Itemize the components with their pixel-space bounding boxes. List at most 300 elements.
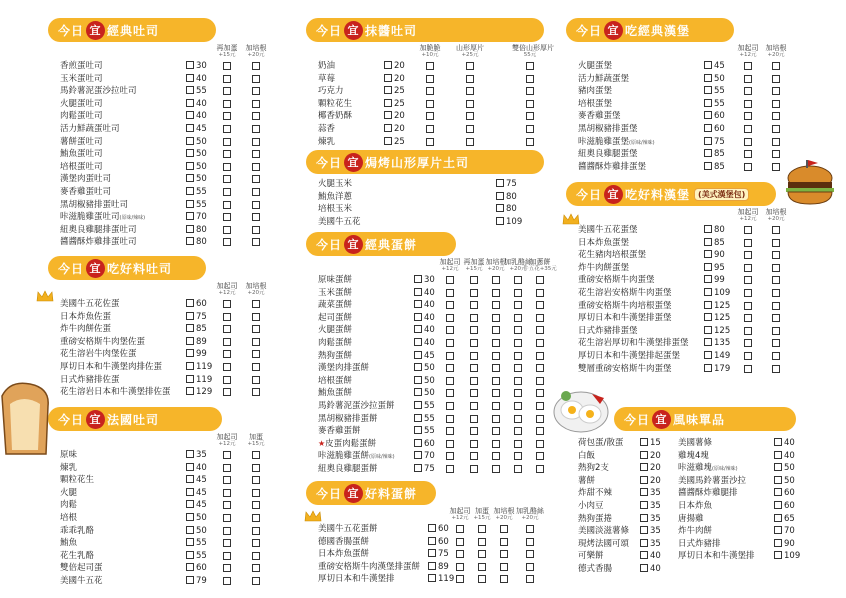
order-checkbox[interactable] (384, 124, 392, 132)
addon-checkbox[interactable] (470, 326, 478, 334)
addon-checkbox[interactable] (426, 138, 434, 146)
order-checkbox[interactable] (640, 501, 648, 509)
addon-checkbox[interactable] (446, 377, 454, 385)
order-checkbox[interactable] (186, 237, 194, 245)
addon-checkbox[interactable] (223, 163, 231, 171)
order-checkbox[interactable] (428, 562, 436, 570)
addon-checkbox[interactable] (772, 87, 780, 95)
addon-checkbox[interactable] (772, 276, 780, 284)
addon-checkbox[interactable] (252, 338, 260, 346)
addon-checkbox[interactable] (744, 125, 752, 133)
order-checkbox[interactable] (186, 551, 194, 559)
addon-checkbox[interactable] (772, 289, 780, 297)
order-checkbox[interactable] (186, 149, 194, 157)
addon-checkbox[interactable] (492, 276, 500, 284)
addon-checkbox[interactable] (514, 276, 522, 284)
addon-checkbox[interactable] (514, 377, 522, 385)
order-checkbox[interactable] (428, 549, 436, 557)
addon-checkbox[interactable] (252, 201, 260, 209)
addon-checkbox[interactable] (223, 489, 231, 497)
addon-checkbox[interactable] (223, 238, 231, 246)
order-checkbox[interactable] (704, 137, 712, 145)
order-checkbox[interactable] (384, 137, 392, 145)
order-checkbox[interactable] (186, 576, 194, 584)
addon-checkbox[interactable] (492, 339, 500, 347)
addon-checkbox[interactable] (252, 376, 260, 384)
addon-checkbox[interactable] (744, 62, 752, 70)
addon-checkbox[interactable] (252, 300, 260, 308)
addon-checkbox[interactable] (492, 440, 500, 448)
addon-checkbox[interactable] (514, 364, 522, 372)
addon-checkbox[interactable] (466, 75, 474, 83)
addon-checkbox[interactable] (223, 464, 231, 472)
addon-checkbox[interactable] (252, 451, 260, 459)
addon-checkbox[interactable] (526, 125, 534, 133)
addon-checkbox[interactable] (536, 465, 544, 473)
addon-checkbox[interactable] (478, 525, 486, 533)
addon-checkbox[interactable] (223, 338, 231, 346)
order-checkbox[interactable] (186, 137, 194, 145)
addon-checkbox[interactable] (500, 525, 508, 533)
addon-checkbox[interactable] (223, 527, 231, 535)
addon-checkbox[interactable] (446, 301, 454, 309)
order-checkbox[interactable] (496, 192, 504, 200)
order-checkbox[interactable] (414, 363, 422, 371)
addon-checkbox[interactable] (223, 87, 231, 95)
order-checkbox[interactable] (414, 426, 422, 434)
order-checkbox[interactable] (384, 99, 392, 107)
order-checkbox[interactable] (428, 537, 436, 545)
order-checkbox[interactable] (186, 513, 194, 521)
addon-checkbox[interactable] (446, 352, 454, 360)
addon-checkbox[interactable] (426, 87, 434, 95)
addon-checkbox[interactable] (252, 388, 260, 396)
addon-checkbox[interactable] (772, 264, 780, 272)
addon-checkbox[interactable] (772, 251, 780, 259)
addon-checkbox[interactable] (492, 415, 500, 423)
addon-checkbox[interactable] (252, 112, 260, 120)
addon-checkbox[interactable] (744, 352, 752, 360)
addon-checkbox[interactable] (526, 538, 534, 546)
addon-checkbox[interactable] (252, 213, 260, 221)
order-checkbox[interactable] (414, 338, 422, 346)
addon-checkbox[interactable] (470, 364, 478, 372)
addon-checkbox[interactable] (470, 389, 478, 397)
addon-checkbox[interactable] (446, 389, 454, 397)
order-checkbox[interactable] (384, 74, 392, 82)
order-checkbox[interactable] (496, 204, 504, 212)
addon-checkbox[interactable] (492, 289, 500, 297)
addon-checkbox[interactable] (500, 550, 508, 558)
order-checkbox[interactable] (774, 551, 782, 559)
addon-checkbox[interactable] (223, 62, 231, 70)
addon-checkbox[interactable] (223, 138, 231, 146)
addon-checkbox[interactable] (223, 564, 231, 572)
order-checkbox[interactable] (186, 212, 194, 220)
order-checkbox[interactable] (384, 111, 392, 119)
addon-checkbox[interactable] (536, 276, 544, 284)
addon-checkbox[interactable] (514, 289, 522, 297)
addon-checkbox[interactable] (252, 489, 260, 497)
addon-checkbox[interactable] (492, 301, 500, 309)
order-checkbox[interactable] (414, 376, 422, 384)
order-checkbox[interactable] (186, 488, 194, 496)
addon-checkbox[interactable] (223, 577, 231, 585)
addon-checkbox[interactable] (772, 112, 780, 120)
addon-checkbox[interactable] (478, 563, 486, 571)
order-checkbox[interactable] (384, 61, 392, 69)
addon-checkbox[interactable] (252, 363, 260, 371)
addon-checkbox[interactable] (744, 226, 752, 234)
addon-checkbox[interactable] (536, 289, 544, 297)
addon-checkbox[interactable] (446, 314, 454, 322)
addon-checkbox[interactable] (492, 465, 500, 473)
addon-checkbox[interactable] (223, 325, 231, 333)
order-checkbox[interactable] (384, 86, 392, 94)
addon-checkbox[interactable] (744, 264, 752, 272)
order-checkbox[interactable] (186, 500, 194, 508)
addon-checkbox[interactable] (744, 163, 752, 171)
addon-checkbox[interactable] (252, 539, 260, 547)
order-checkbox[interactable] (640, 514, 648, 522)
addon-checkbox[interactable] (456, 525, 464, 533)
addon-checkbox[interactable] (470, 465, 478, 473)
addon-checkbox[interactable] (252, 464, 260, 472)
order-checkbox[interactable] (186, 463, 194, 471)
addon-checkbox[interactable] (252, 238, 260, 246)
addon-checkbox[interactable] (514, 402, 522, 410)
addon-checkbox[interactable] (466, 87, 474, 95)
addon-checkbox[interactable] (514, 465, 522, 473)
addon-checkbox[interactable] (492, 326, 500, 334)
addon-checkbox[interactable] (772, 352, 780, 360)
addon-checkbox[interactable] (252, 476, 260, 484)
order-checkbox[interactable] (704, 162, 712, 170)
addon-checkbox[interactable] (526, 138, 534, 146)
addon-checkbox[interactable] (470, 452, 478, 460)
addon-checkbox[interactable] (223, 514, 231, 522)
order-checkbox[interactable] (704, 149, 712, 157)
addon-checkbox[interactable] (536, 402, 544, 410)
order-checkbox[interactable] (186, 312, 194, 320)
order-checkbox[interactable] (186, 61, 194, 69)
addon-checkbox[interactable] (252, 62, 260, 70)
order-checkbox[interactable] (186, 225, 194, 233)
order-checkbox[interactable] (414, 288, 422, 296)
addon-checkbox[interactable] (536, 314, 544, 322)
addon-checkbox[interactable] (514, 301, 522, 309)
addon-checkbox[interactable] (514, 415, 522, 423)
order-checkbox[interactable] (704, 275, 712, 283)
order-checkbox[interactable] (496, 179, 504, 187)
order-checkbox[interactable] (704, 250, 712, 258)
order-checkbox[interactable] (186, 563, 194, 571)
order-checkbox[interactable] (414, 464, 422, 472)
addon-checkbox[interactable] (500, 563, 508, 571)
order-checkbox[interactable] (774, 539, 782, 547)
addon-checkbox[interactable] (744, 251, 752, 259)
addon-checkbox[interactable] (772, 239, 780, 247)
addon-checkbox[interactable] (470, 377, 478, 385)
addon-checkbox[interactable] (514, 427, 522, 435)
order-checkbox[interactable] (186, 324, 194, 332)
addon-checkbox[interactable] (466, 100, 474, 108)
addon-checkbox[interactable] (223, 213, 231, 221)
addon-checkbox[interactable] (492, 402, 500, 410)
order-checkbox[interactable] (640, 551, 648, 559)
order-checkbox[interactable] (414, 300, 422, 308)
addon-checkbox[interactable] (514, 352, 522, 360)
order-checkbox[interactable] (704, 99, 712, 107)
order-checkbox[interactable] (414, 275, 422, 283)
addon-checkbox[interactable] (772, 150, 780, 158)
addon-checkbox[interactable] (252, 325, 260, 333)
addon-checkbox[interactable] (456, 550, 464, 558)
order-checkbox[interactable] (704, 351, 712, 359)
addon-checkbox[interactable] (223, 300, 231, 308)
order-checkbox[interactable] (704, 263, 712, 271)
addon-checkbox[interactable] (223, 501, 231, 509)
addon-checkbox[interactable] (526, 563, 534, 571)
addon-checkbox[interactable] (526, 525, 534, 533)
order-checkbox[interactable] (704, 238, 712, 246)
addon-checkbox[interactable] (426, 75, 434, 83)
addon-checkbox[interactable] (466, 62, 474, 70)
addon-checkbox[interactable] (536, 427, 544, 435)
addon-checkbox[interactable] (470, 276, 478, 284)
order-checkbox[interactable] (704, 61, 712, 69)
addon-checkbox[interactable] (252, 100, 260, 108)
order-checkbox[interactable] (704, 225, 712, 233)
addon-checkbox[interactable] (456, 563, 464, 571)
order-checkbox[interactable] (186, 450, 194, 458)
addon-checkbox[interactable] (466, 112, 474, 120)
addon-checkbox[interactable] (744, 276, 752, 284)
order-checkbox[interactable] (704, 124, 712, 132)
order-checkbox[interactable] (774, 438, 782, 446)
addon-checkbox[interactable] (446, 402, 454, 410)
addon-checkbox[interactable] (744, 302, 752, 310)
order-checkbox[interactable] (640, 451, 648, 459)
addon-checkbox[interactable] (492, 352, 500, 360)
addon-checkbox[interactable] (470, 352, 478, 360)
addon-checkbox[interactable] (536, 364, 544, 372)
addon-checkbox[interactable] (426, 125, 434, 133)
addon-checkbox[interactable] (470, 301, 478, 309)
addon-checkbox[interactable] (772, 163, 780, 171)
order-checkbox[interactable] (186, 375, 194, 383)
addon-checkbox[interactable] (772, 125, 780, 133)
addon-checkbox[interactable] (223, 226, 231, 234)
order-checkbox[interactable] (414, 401, 422, 409)
addon-checkbox[interactable] (536, 452, 544, 460)
order-checkbox[interactable] (774, 488, 782, 496)
addon-checkbox[interactable] (500, 575, 508, 583)
addon-checkbox[interactable] (526, 100, 534, 108)
addon-checkbox[interactable] (446, 465, 454, 473)
addon-checkbox[interactable] (514, 314, 522, 322)
addon-checkbox[interactable] (526, 550, 534, 558)
addon-checkbox[interactable] (223, 75, 231, 83)
addon-checkbox[interactable] (470, 415, 478, 423)
addon-checkbox[interactable] (456, 538, 464, 546)
addon-checkbox[interactable] (514, 339, 522, 347)
addon-checkbox[interactable] (536, 352, 544, 360)
order-checkbox[interactable] (186, 99, 194, 107)
addon-checkbox[interactable] (223, 150, 231, 158)
order-checkbox[interactable] (640, 539, 648, 547)
order-checkbox[interactable] (186, 162, 194, 170)
addon-checkbox[interactable] (223, 188, 231, 196)
order-checkbox[interactable] (186, 86, 194, 94)
order-checkbox[interactable] (414, 388, 422, 396)
addon-checkbox[interactable] (772, 138, 780, 146)
addon-checkbox[interactable] (536, 301, 544, 309)
addon-checkbox[interactable] (252, 138, 260, 146)
addon-checkbox[interactable] (446, 427, 454, 435)
addon-checkbox[interactable] (470, 427, 478, 435)
addon-checkbox[interactable] (492, 377, 500, 385)
addon-checkbox[interactable] (772, 314, 780, 322)
addon-checkbox[interactable] (772, 327, 780, 335)
addon-checkbox[interactable] (223, 539, 231, 547)
order-checkbox[interactable] (774, 514, 782, 522)
addon-checkbox[interactable] (466, 125, 474, 133)
addon-checkbox[interactable] (223, 552, 231, 560)
addon-checkbox[interactable] (252, 226, 260, 234)
addon-checkbox[interactable] (772, 365, 780, 373)
addon-checkbox[interactable] (526, 575, 534, 583)
order-checkbox[interactable] (774, 451, 782, 459)
addon-checkbox[interactable] (744, 289, 752, 297)
addon-checkbox[interactable] (252, 188, 260, 196)
addon-checkbox[interactable] (492, 364, 500, 372)
addon-checkbox[interactable] (536, 440, 544, 448)
addon-checkbox[interactable] (536, 339, 544, 347)
order-checkbox[interactable] (186, 337, 194, 345)
order-checkbox[interactable] (186, 362, 194, 370)
addon-checkbox[interactable] (446, 289, 454, 297)
order-checkbox[interactable] (704, 338, 712, 346)
addon-checkbox[interactable] (744, 314, 752, 322)
addon-checkbox[interactable] (744, 87, 752, 95)
addon-checkbox[interactable] (223, 451, 231, 459)
addon-checkbox[interactable] (492, 427, 500, 435)
addon-checkbox[interactable] (446, 415, 454, 423)
addon-checkbox[interactable] (446, 364, 454, 372)
addon-checkbox[interactable] (744, 75, 752, 83)
addon-checkbox[interactable] (252, 125, 260, 133)
addon-checkbox[interactable] (223, 313, 231, 321)
addon-checkbox[interactable] (426, 100, 434, 108)
order-checkbox[interactable] (414, 313, 422, 321)
addon-checkbox[interactable] (223, 350, 231, 358)
addon-checkbox[interactable] (252, 514, 260, 522)
addon-checkbox[interactable] (744, 239, 752, 247)
order-checkbox[interactable] (186, 349, 194, 357)
addon-checkbox[interactable] (772, 100, 780, 108)
order-checkbox[interactable] (186, 387, 194, 395)
order-checkbox[interactable] (640, 526, 648, 534)
addon-checkbox[interactable] (446, 276, 454, 284)
order-checkbox[interactable] (496, 217, 504, 225)
addon-checkbox[interactable] (526, 112, 534, 120)
addon-checkbox[interactable] (772, 302, 780, 310)
addon-checkbox[interactable] (223, 100, 231, 108)
order-checkbox[interactable] (186, 74, 194, 82)
order-checkbox[interactable] (414, 439, 422, 447)
addon-checkbox[interactable] (772, 75, 780, 83)
addon-checkbox[interactable] (252, 87, 260, 95)
order-checkbox[interactable] (774, 463, 782, 471)
order-checkbox[interactable] (186, 526, 194, 534)
order-checkbox[interactable] (186, 174, 194, 182)
addon-checkbox[interactable] (492, 389, 500, 397)
addon-checkbox[interactable] (492, 452, 500, 460)
addon-checkbox[interactable] (252, 564, 260, 572)
addon-checkbox[interactable] (252, 75, 260, 83)
addon-checkbox[interactable] (223, 125, 231, 133)
addon-checkbox[interactable] (470, 314, 478, 322)
addon-checkbox[interactable] (536, 415, 544, 423)
addon-checkbox[interactable] (426, 112, 434, 120)
order-checkbox[interactable] (428, 524, 436, 532)
addon-checkbox[interactable] (478, 575, 486, 583)
order-checkbox[interactable] (186, 111, 194, 119)
addon-checkbox[interactable] (514, 440, 522, 448)
order-checkbox[interactable] (704, 74, 712, 82)
addon-checkbox[interactable] (500, 538, 508, 546)
addon-checkbox[interactable] (446, 339, 454, 347)
order-checkbox[interactable] (774, 526, 782, 534)
order-checkbox[interactable] (704, 326, 712, 334)
addon-checkbox[interactable] (772, 62, 780, 70)
addon-checkbox[interactable] (223, 376, 231, 384)
addon-checkbox[interactable] (446, 326, 454, 334)
addon-checkbox[interactable] (252, 163, 260, 171)
order-checkbox[interactable] (186, 187, 194, 195)
addon-checkbox[interactable] (744, 100, 752, 108)
addon-checkbox[interactable] (492, 314, 500, 322)
order-checkbox[interactable] (774, 476, 782, 484)
addon-checkbox[interactable] (536, 389, 544, 397)
addon-checkbox[interactable] (223, 363, 231, 371)
order-checkbox[interactable] (414, 451, 422, 459)
addon-checkbox[interactable] (536, 377, 544, 385)
addon-checkbox[interactable] (466, 138, 474, 146)
addon-checkbox[interactable] (252, 150, 260, 158)
addon-checkbox[interactable] (744, 138, 752, 146)
order-checkbox[interactable] (640, 564, 648, 572)
order-checkbox[interactable] (640, 438, 648, 446)
addon-checkbox[interactable] (526, 75, 534, 83)
order-checkbox[interactable] (414, 325, 422, 333)
addon-checkbox[interactable] (744, 112, 752, 120)
addon-checkbox[interactable] (744, 339, 752, 347)
order-checkbox[interactable] (428, 574, 436, 582)
order-checkbox[interactable] (704, 364, 712, 372)
addon-checkbox[interactable] (223, 112, 231, 120)
addon-checkbox[interactable] (252, 313, 260, 321)
order-checkbox[interactable] (704, 111, 712, 119)
order-checkbox[interactable] (414, 351, 422, 359)
addon-checkbox[interactable] (514, 389, 522, 397)
addon-checkbox[interactable] (470, 289, 478, 297)
addon-checkbox[interactable] (470, 339, 478, 347)
addon-checkbox[interactable] (446, 452, 454, 460)
addon-checkbox[interactable] (478, 550, 486, 558)
order-checkbox[interactable] (704, 301, 712, 309)
